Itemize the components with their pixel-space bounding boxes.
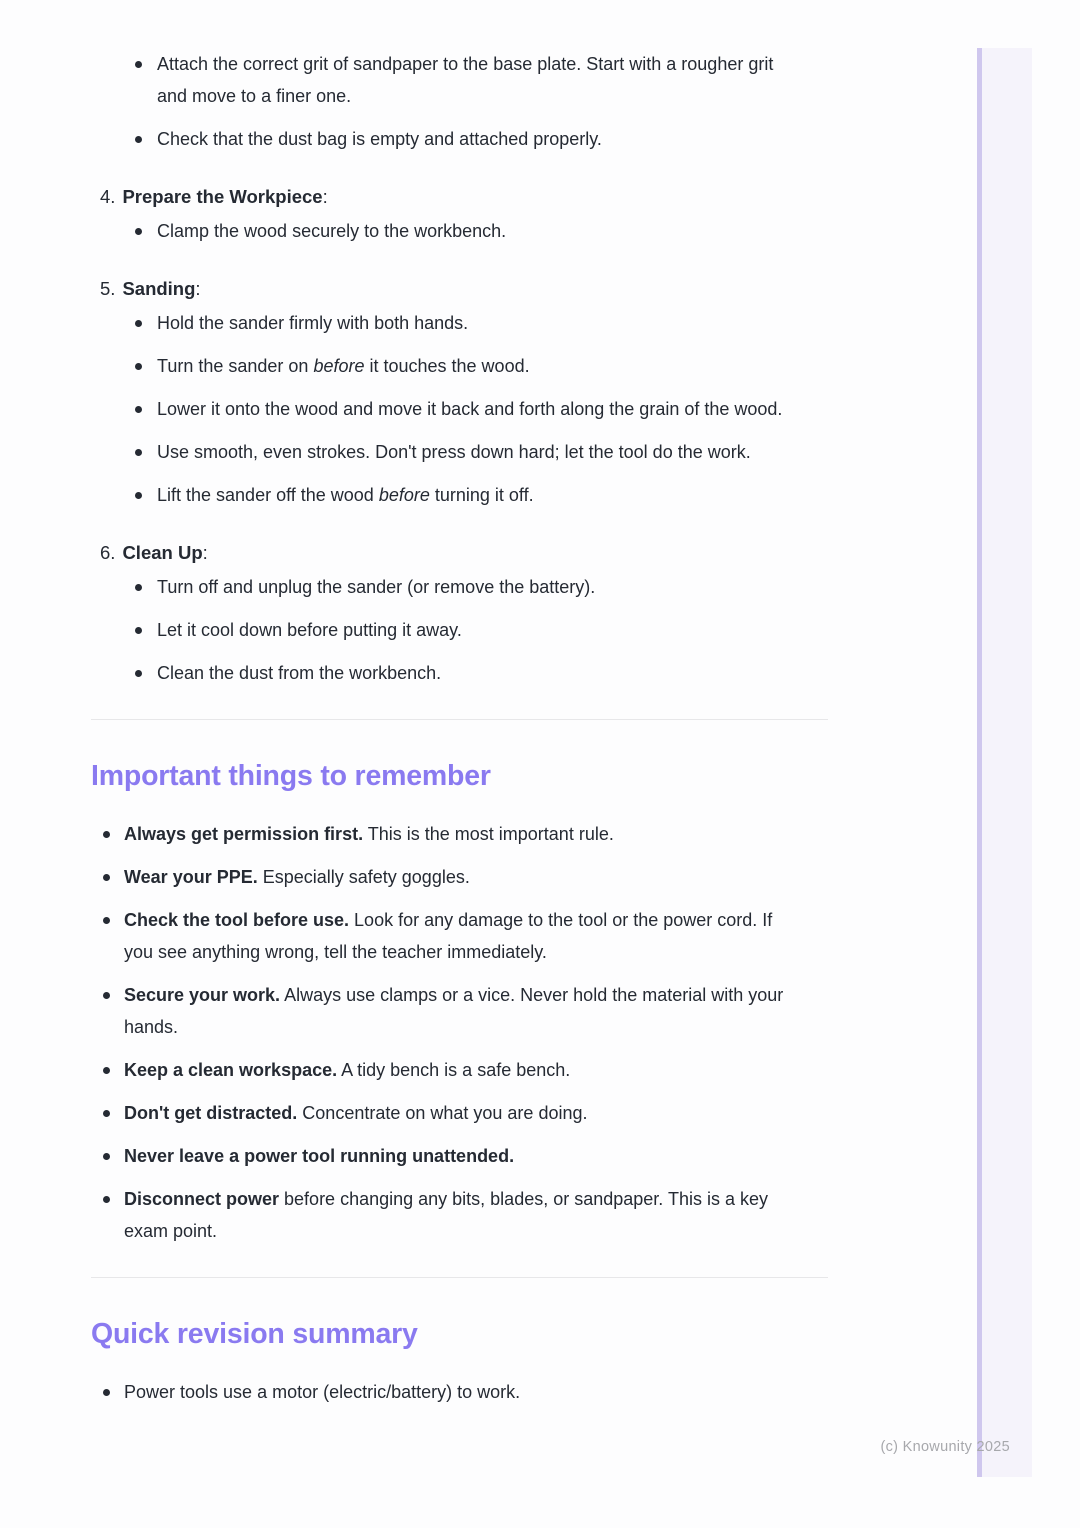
bullet-marker: [135, 492, 142, 499]
bullet-marker: [135, 61, 142, 68]
step-colon: :: [202, 542, 208, 563]
step-colon: :: [195, 278, 201, 299]
document-content: [91, 0, 828, 1419]
list-item-text: Wear your PPE. Especially safety goggles.: [124, 867, 470, 887]
list-item-text: Attach the correct grit of sandpaper to the base plate. Start with a rougher grit and move to a finer one.: [157, 54, 774, 106]
list-item: [91, 1183, 789, 1247]
list-item-text: Never leave a power tool running unattended.: [124, 1146, 515, 1166]
step-heading-sanding: [91, 273, 828, 305]
section-heading-important-things: Important things to remember: [91, 760, 491, 792]
list-item: [91, 818, 789, 850]
list-item-text: Always get permission first. This is the most important rule.: [124, 824, 614, 844]
bullet-marker: [103, 1110, 110, 1117]
list-item: [91, 1054, 789, 1086]
bullet-marker: [135, 363, 142, 370]
list-item-text: Secure your work. Always use clamps or a vice. Never hold the material with your hands.: [124, 985, 784, 1037]
list-item: [91, 979, 789, 1043]
list-item-text: Don't get distracted. Concentrate on what you are doing.: [124, 1103, 588, 1123]
bullet-marker: [103, 1196, 110, 1203]
list-item: [91, 1376, 789, 1408]
step-bullet-list: [91, 215, 828, 247]
list-item: [91, 307, 802, 339]
list-item-text: Turn off and unplug the sander (or remove the battery).: [157, 577, 596, 597]
copyright-watermark: (c) Knowunity 2025: [880, 1439, 1010, 1455]
list-item: [91, 861, 789, 893]
list-item-text: Lower it onto the wood and move it back and forth along the grain of the wood.: [157, 399, 783, 419]
list-item: [91, 479, 802, 511]
bullet-marker: [103, 917, 110, 924]
bullet-marker: [135, 584, 142, 591]
step-number: 6.: [100, 542, 116, 563]
list-item: [91, 571, 802, 603]
list-item-text: Turn the sander on before it touches the wood.: [157, 356, 530, 376]
list-item: [91, 215, 802, 247]
step-bullet-list: [91, 571, 828, 689]
important-bullet-list: [91, 818, 828, 1247]
list-item: [91, 1140, 789, 1172]
bullet-marker: [135, 406, 142, 413]
bullet-marker: [103, 992, 110, 999]
list-item: [91, 657, 802, 689]
bullet-marker: [135, 136, 142, 143]
list-item: [91, 904, 789, 968]
page-edge-strip: [977, 48, 1032, 1477]
list-item-text: Lift the sander off the wood before turning it off.: [157, 485, 534, 505]
list-item-text: Keep a clean workspace. A tidy bench is a safe bench.: [124, 1060, 571, 1080]
bullet-marker: [103, 831, 110, 838]
list-item: [91, 123, 802, 155]
bullet-marker: [135, 670, 142, 677]
step-heading-prepare-workpiece: [91, 181, 828, 213]
step-heading-clean-up: [91, 537, 828, 569]
bullet-marker: [135, 228, 142, 235]
list-item-text: Check the tool before use. Look for any damage to the tool or the power cord. If you see anything wrong, tell the teacher immediately.: [124, 910, 773, 962]
list-item-text: Clean the dust from the workbench.: [157, 663, 442, 683]
section-heading-quick-revision: Quick revision summary: [91, 1318, 418, 1350]
step-title: Prepare the Workpiece: [122, 186, 323, 207]
list-item-text: Let it cool down before putting it away.: [157, 620, 462, 640]
bullet-marker: [103, 874, 110, 881]
step-colon: :: [322, 186, 328, 207]
list-item: [91, 48, 802, 112]
bullet-marker: [103, 1153, 110, 1160]
bullet-marker: [135, 449, 142, 456]
step-title: Clean Up: [122, 542, 203, 563]
bullet-marker: [135, 627, 142, 634]
list-item: [91, 393, 802, 425]
summary-bullet-list: [91, 1376, 828, 1408]
bullet-marker: [135, 320, 142, 327]
list-item: [91, 614, 802, 646]
list-item-text: Disconnect power before changing any bits, blades, or sandpaper. This is a key exam point.: [124, 1189, 769, 1241]
bullet-marker: [103, 1389, 110, 1396]
section-divider: [91, 719, 828, 720]
list-item-text: Check that the dust bag is empty and attached properly.: [157, 129, 602, 149]
list-item-text: Power tools use a motor (electric/battery) to work.: [124, 1382, 521, 1402]
list-item: [91, 436, 802, 468]
bullet-marker: [103, 1067, 110, 1074]
list-item-text: Clamp the wood securely to the workbench.: [157, 221, 507, 241]
step-number: 4.: [100, 186, 116, 207]
list-item: [91, 350, 802, 382]
step-number: 5.: [100, 278, 116, 299]
carryover-bullet-list: [91, 48, 828, 155]
list-item-text: Use smooth, even strokes. Don't press down hard; let the tool do the work.: [157, 442, 751, 462]
list-item-text: Hold the sander firmly with both hands.: [157, 313, 469, 333]
step-title: Sanding: [122, 278, 196, 299]
step-bullet-list: [91, 307, 828, 511]
list-item: [91, 1097, 789, 1129]
section-divider: [91, 1277, 828, 1278]
